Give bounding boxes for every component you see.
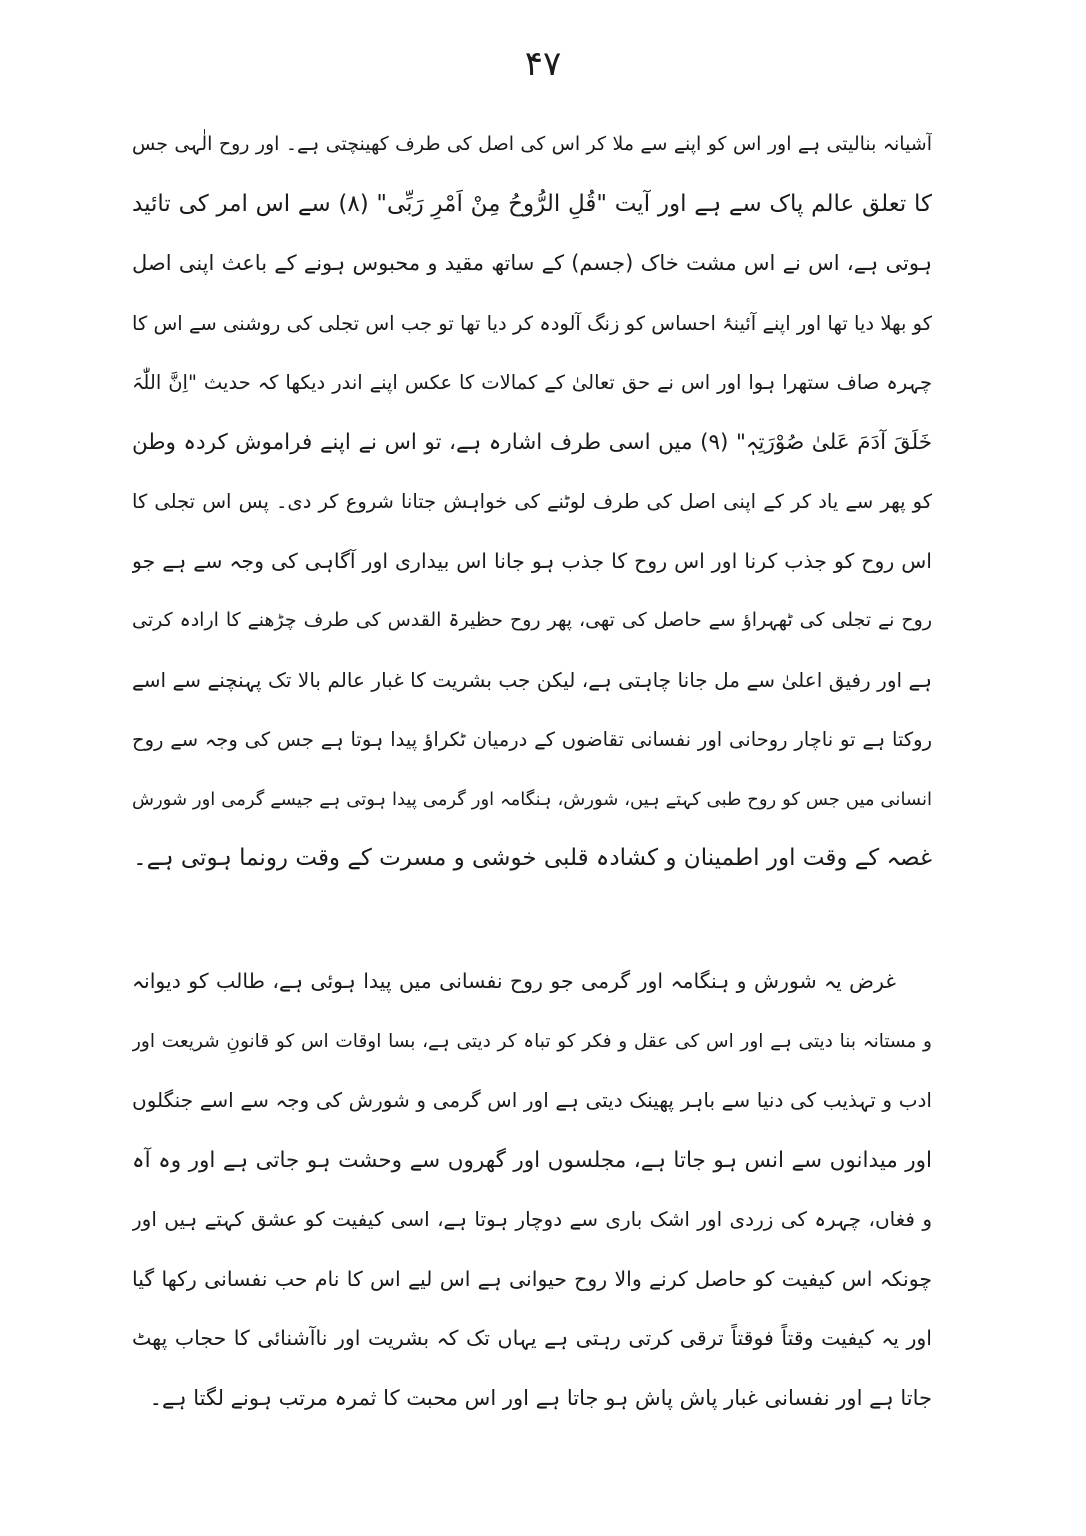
paragraph-1 — [132, 115, 932, 889]
text-line: انسانی میں جس کو روح طبی کہتے ہیں، شورش، ہنگامہ اور گرمی پیدا ہوتی ہے جیسے گرمی اور شورش — [132, 788, 932, 810]
text-line: جاتا ہے اور نفسانی غبار پاش پاش ہو جاتا ہے اور اس محبت کا ثمرہ مرتب ہونے لگتا ہے۔ — [149, 1385, 932, 1410]
text-line: ادب و تہذیب کی دنیا سے باہر پھینک دیتی ہے اور اس گرمی و شورش کی وجہ سے اسے جنگلوں — [132, 1088, 932, 1112]
text-line: اور میدانوں سے انس ہو جاتا ہے، مجلسوں اور گھروں سے وحشت ہو جاتی ہے اور وہ آہ — [132, 1147, 932, 1173]
text-line: روکتا ہے تو ناچار روحانی اور نفسانی تقاضوں کے درمیان ٹکراؤ پیدا ہوتا ہے جس کی وجہ سے روح — [132, 728, 932, 751]
paragraph-2 — [132, 952, 932, 1428]
text-line: کو بھلا دیا تھا اور اپنے آئینۂ احساس کو زنگ آلودہ کر دیا تھا تو جب اس تجلی کی روشنی سے اس کا — [132, 311, 932, 335]
text-line: ہوتی ہے، اس نے اس مشت خاک (جسم) کے ساتھ مقید و محبوس ہونے کے باعث اپنی اصل — [132, 251, 932, 275]
text-line: روح نے تجلی کی ٹھہراؤ سے حاصل کی تھی، پھر روح حظیرۃ القدس کی طرف چڑھنے کا ارادہ کرتی — [132, 609, 932, 631]
text-line: ہے اور رفیق اعلیٰ سے مل جانا چاہتی ہے، لیکن جب بشریت کا غبار عالم بالا تک پہنچنے سے اسے — [132, 667, 932, 692]
text-line: آشیانہ بنالیتی ہے اور اس کو اپنے سے ملا کر اس کی اصل کی طرف کھینچتی ہے۔ اور روح الٰہی جس — [132, 133, 932, 155]
text-line: غرض یہ شورش و ہنگامہ اور گرمی جو روح نفسانی میں پیدا ہوئی ہے، طالب کو دیوانہ — [132, 969, 896, 993]
text-line: اس روح کو جذب کرنا اور اس روح کا جذب ہو جانا اس بیداری اور آگاہی کی وجہ سے ہے جو — [132, 548, 932, 573]
text-line: چہرہ صاف ستھرا ہوا اور اس نے حق تعالیٰ کے کمالات کا عکس اپنے اندر دیکھا کہ حدیث "اِنَّ اللّٰہَ — [132, 371, 932, 394]
text-line: چونکہ اس کیفیت کو حاصل کرنے والا روح حیوانی ہے اس لیے اس کا نام حب نفسانی رکھا گیا — [132, 1266, 932, 1291]
text-line: و مستانہ بنا دیتی ہے اور اس کی عقل و فکر کو تباہ کر دیتی ہے، بسا اوقات اس کو قانونِ شریعت اور — [132, 1030, 932, 1052]
text-line: کو پھر سے یاد کر کے اپنی اصل کی طرف لوٹنے کی خواہش جتانا شروع کر دی۔ پس اس تجلی کا — [132, 490, 932, 513]
text-line: کا تعلق عالم پاک سے ہے اور آیت "قُلِ الرُّوحُ مِنْ اَمْرِ رَبِّی" (۸) سے اس امر کی تائید — [132, 190, 932, 217]
text-line: اور یہ کیفیت وقتاً فوقتاً ترقی کرتی رہتی ہے یہاں تک کہ بشریت اور ناآشنائی کا حجاب پھٹ — [132, 1326, 932, 1350]
text-line: خَلَقَ آدَمَ عَلیٰ صُوْرَتِہٖ" (۹) میں اسی طرف اشارہ ہے، تو اس نے اپنے فراموش کردہ وطن — [132, 429, 932, 455]
text-line: و فغاں، چہرہ کی زردی اور اشک باری سے دوچار ہوتا ہے، اسی کیفیت کو عشق کہتے ہیں اور — [132, 1207, 932, 1231]
text-line: غصہ کے وقت اور اطمینان و کشادہ قلبی خوشی و مسرت کے وقت رونما ہوتی ہے۔ — [133, 845, 932, 871]
page-number: ۴۷ — [524, 44, 562, 84]
